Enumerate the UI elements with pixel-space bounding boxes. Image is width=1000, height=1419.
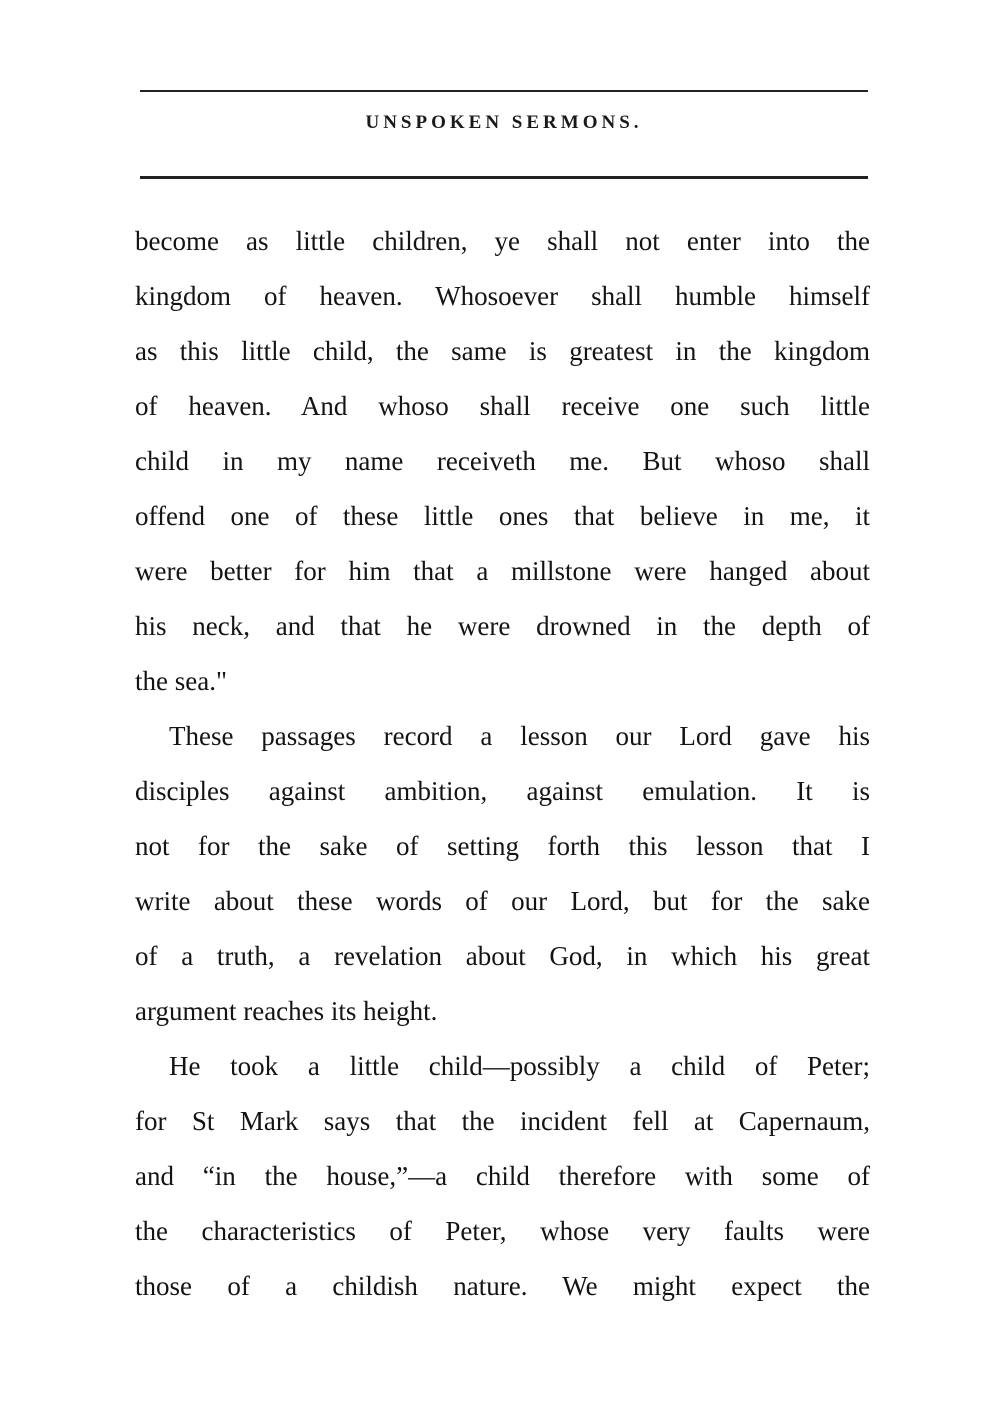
body-text	[135, 214, 870, 1314]
text-line: write about these words of our Lord, but for the sake	[135, 886, 870, 916]
text-line: of a truth, a revelation about God, in which his great	[135, 941, 870, 971]
text-line: his neck, and that he were drowned in the depth of	[135, 611, 870, 641]
header-bottom-rule	[140, 176, 868, 179]
text-line: the sea."	[135, 666, 227, 696]
text-line: the characteristics of Peter, whose very faults were	[135, 1216, 870, 1246]
text-line: kingdom of heaven. Whosoever shall humble himself	[135, 281, 870, 311]
text-line: were better for him that a millstone were hanged about	[135, 556, 870, 586]
paragraph-first-line: These passages record a lesson our Lord gave his	[169, 721, 870, 751]
text-line: argument reaches its height.	[135, 996, 438, 1026]
paragraph-first-line: He took a little child—possibly a child of Peter;	[169, 1051, 870, 1081]
text-line: as this little child, the same is greatest in the kingdom	[135, 336, 870, 366]
text-line: become as little children, ye shall not enter into the	[135, 226, 870, 256]
running-head: UNSPOKEN SERMONS.	[365, 112, 643, 133]
text-line: of heaven. And whoso shall receive one such little	[135, 391, 870, 421]
text-line: and “in the house,”—a child therefore with some of	[135, 1161, 870, 1191]
text-line: for St Mark says that the incident fell at Capernaum,	[135, 1106, 870, 1136]
header-top-rule	[140, 90, 868, 92]
text-line: disciples against ambition, against emulation. It is	[135, 776, 870, 806]
text-line: not for the sake of setting forth this lesson that I	[135, 831, 870, 861]
text-line: child in my name receiveth me. But whoso shall	[135, 446, 870, 476]
text-line: those of a childish nature. We might expect the	[135, 1271, 870, 1301]
text-line: offend one of these little ones that believe in me, it	[135, 501, 870, 531]
